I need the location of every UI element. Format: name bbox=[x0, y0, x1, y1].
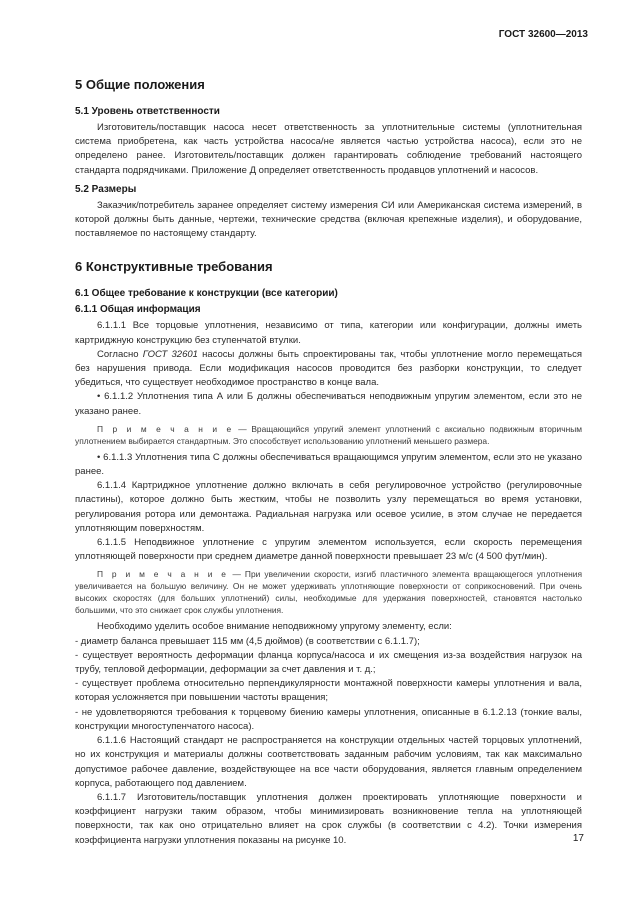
paragraph-6-1-1-5: 6.1.1.5 Неподвижное уплотнение с упругим элементом используется, если скорость перемещения уплотняющей поверхности при среднем диаметре данной поверхности превышает 23 м/с (4 500 фут/мин). bbox=[75, 537, 582, 563]
paragraph-6-1-1-1: 6.1.1.1 Все торцовые уплотнения, независимо от типа, категории или конфигурации, должны иметь картриджную конструкцию без ступенчатой втулки. bbox=[75, 320, 582, 346]
subsection-6-1-1-heading: 6.1.1 Общая информация bbox=[75, 304, 201, 316]
page-number: 17 bbox=[572, 833, 584, 844]
note-2: П р и м е ч а н и е — При увеличении скорости, изгиб пластичного элемента вращающегося уплотнения увеличивается на большую величину. Он не может удерживать уплотняющие поверхности от соприкосновений. При очень высоких скоростях (для больших уплотнений) силы, необходимые для удержания поверхностей, становятся настолько большими, что это снижает срок службы уплотнения. bbox=[75, 569, 583, 616]
subsection-6-1-heading: 6.1 Общее требование к конструкции (все категории) bbox=[75, 288, 338, 300]
paragraph-5-2: Заказчик/потребитель заранее определяет систему измерения СИ или Американская система измерений, в которой должны быть данные, чертежи, технические средства (включая крепежные изделия), и оборудование, поставляемое по настоящему стандарту. bbox=[75, 199, 582, 240]
note-1: П р и м е ч а н и е — Вращающийся упругий элемент уплотнений с аксиально подвижным вторичным уплотнением выбирается стандартным. Это способствует использованию уплотнений меньшего размера. bbox=[75, 423, 582, 446]
subsection-5-2-heading: 5.2 Размеры bbox=[75, 183, 137, 195]
page-content bbox=[75, 76, 582, 848]
note-label: П р и м е ч а н и е bbox=[97, 423, 234, 434]
paragraph-gost-reference: Согласно ГОСТ 32601 насосы должны быть спроектированы так, чтобы уплотнение могло перемещаться без нарушения привода. Если модификация насосов проводится без разборки конструкции, то следует убедиться, что существует необходимое пространство в конце вала. bbox=[75, 348, 582, 389]
paragraph-attention: Необходимо уделить особое внимание неподвижному упругому элементу, если: bbox=[97, 621, 452, 633]
list-item: - не удовлетворяются требования к торцевому биению камеры уплотнения, описанные в 6.1.2.13 (тонкие валы, конструкции многоступенчатого насоса). bbox=[75, 706, 582, 732]
note-label: П р и м е ч а н и е bbox=[97, 569, 229, 580]
gost-reference-link: ГОСТ 32601 bbox=[142, 348, 198, 360]
list-item: - существует проблема относительно перпендикулярности монтажной поверхности камеры уплотнения и вала, которая усложняется при повышении частоты вращения; bbox=[75, 678, 582, 704]
section-5-heading: 5 Общие положения bbox=[75, 77, 205, 92]
paragraph-6-1-1-7: 6.1.1.7 Изготовитель/поставщик уплотнения должен проектировать уплотняющие поверхности и коэффициент нагрузки таким образом, чтобы минимизировать возникновение тепла на уплотняющей поверхности, так как оно отрицательно влияет на срок службы (в соответствии с 4.2). Точки измерения коэффициента нагрузки уплотнения показаны на рисунке 10. bbox=[75, 791, 582, 846]
subsection-5-1-heading: 5.1 Уровень ответственности bbox=[75, 106, 220, 117]
paragraph-6-1-1-3: • 6.1.1.3 Уплотнения типа С должны обеспечиваться вращающимся упругим элементом, если это не указано ранее. bbox=[75, 451, 582, 478]
list-item: - существует вероятность деформации фланца корпуса/насоса и их смещения из-за воздействия нагрузок на трубу, тепловой деформации, деформации за счет давления и т. д.; bbox=[75, 649, 582, 676]
paragraph-5-1: Изготовитель/поставщик насоса несет ответственность за уплотнительные системы (уплотнительная система приобретена, как часть устройства насоса/не является частью устройства насоса), если это не определено ранее. Изготовитель/поставщик должен гарантировать соблюдение требований настоящего стандарта подрядчиками. Приложение Д определяет ответственность продавцов уплотнений и насосов. bbox=[75, 122, 582, 176]
list-item: - диаметр баланса превышает 115 мм (4,5 дюймов) (в соответствии с 6.1.1.7); bbox=[75, 635, 420, 647]
standard-header: ГОСТ 32600—2013 bbox=[498, 29, 588, 40]
paragraph-6-1-1-4: 6.1.1.4 Картриджное уплотнение должно включать в себя регулировочное устройство (регулировочные пластины), которое должно быть жестким, чтобы не позволить узлу перемещаться во время установки, регулирования ротора или демонтажа. Радиальная нагрузка или осевое усилие, в этом случае не передается уплотняющим поверхностям. bbox=[75, 480, 582, 534]
section-6-heading: 6 Конструктивные требования bbox=[75, 259, 273, 275]
paragraph-6-1-1-2: • 6.1.1.2 Уплотнения типа А или Б должны обеспечиваться неподвижным упругим элементом, если это не указано ранее. bbox=[75, 391, 582, 417]
paragraph-6-1-1-6: 6.1.1.6 Настоящий стандарт не распространяется на конструкции отдельных частей торцовых уплотнений, но их конструкция и материалы должны соответствовать заданным рабочим условиям, так как максимально допустимое рабочее давление, воздействующее на все части оборудования, является главным определением корпуса, работающего под давлением. bbox=[75, 735, 582, 789]
